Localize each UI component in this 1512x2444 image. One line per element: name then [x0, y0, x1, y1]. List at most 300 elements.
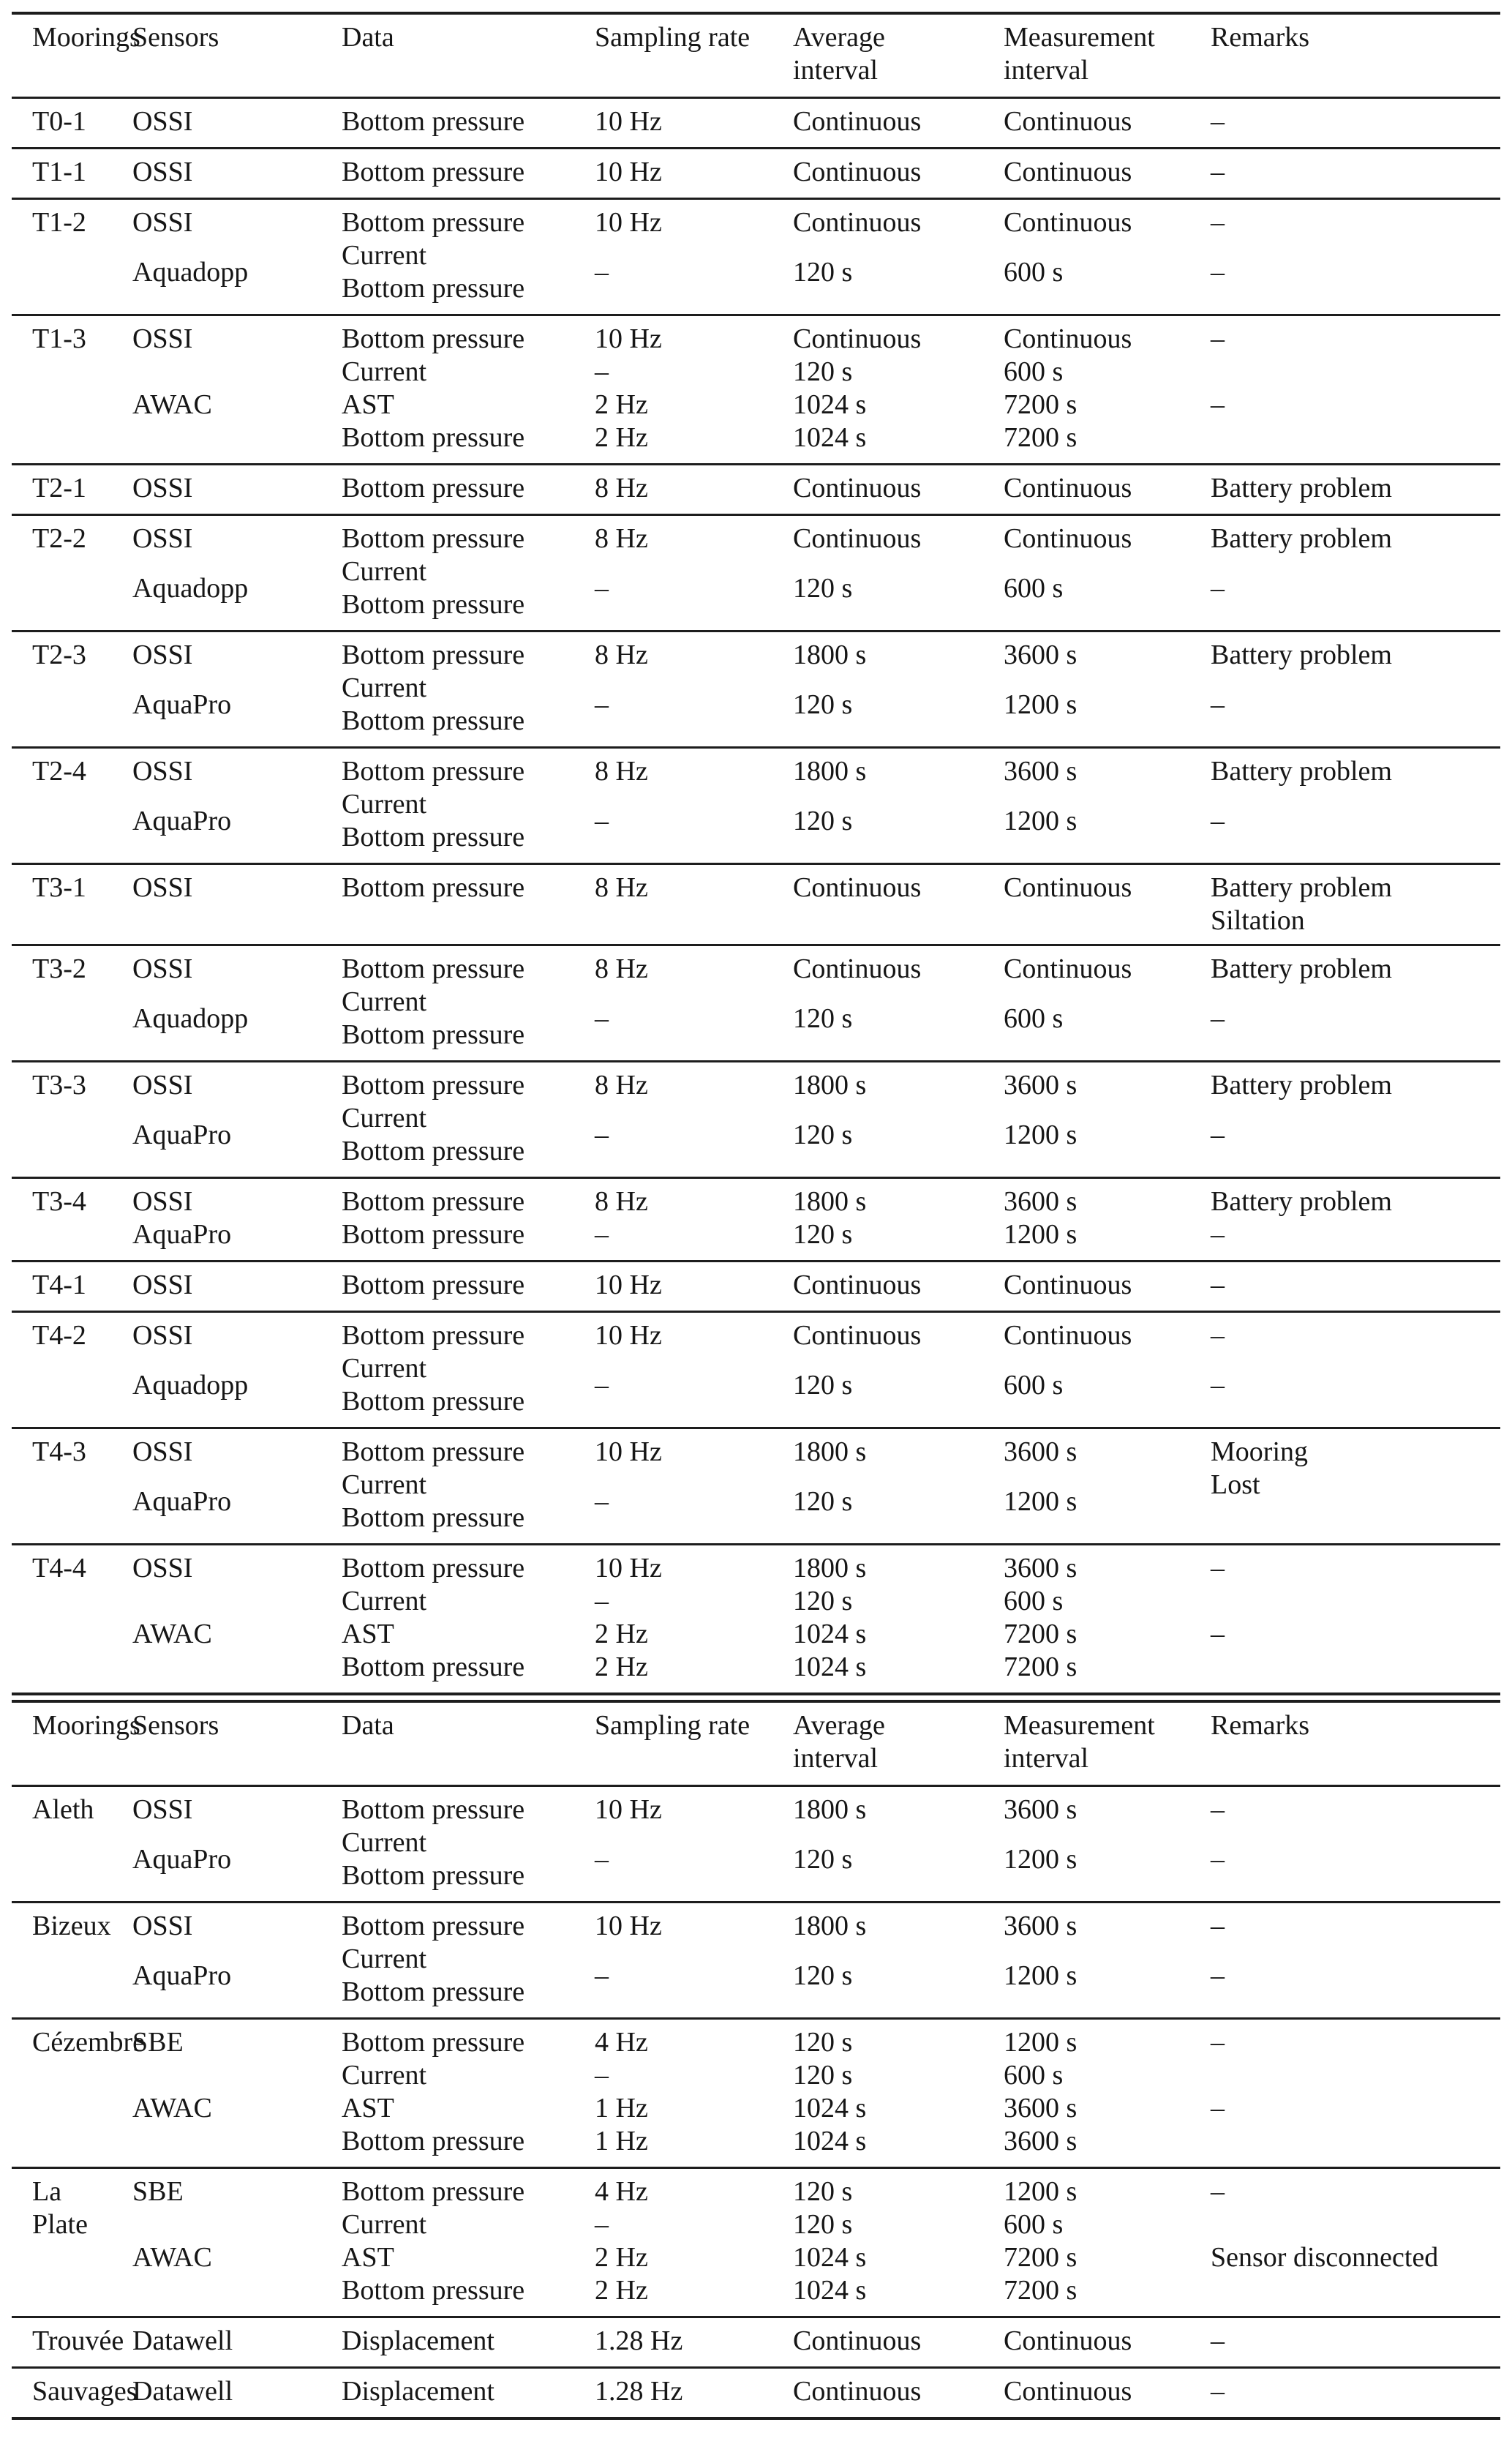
- block-average: [793, 672, 1004, 738]
- sensor-name: Datawell: [132, 2376, 233, 2407]
- remarks-value: Battery problem: [1211, 756, 1392, 787]
- block-sampling: [595, 2059, 793, 2158]
- measurement-value: 600 s: [1004, 572, 1064, 604]
- mooring-label: Cézembre: [32, 2027, 146, 2058]
- data-value: Bottom pressure: [342, 1911, 525, 1941]
- mooring-label: Sauvages: [32, 2376, 138, 2407]
- data-value: Bottom pressure: [342, 756, 525, 787]
- block-remarks: [1211, 1185, 1500, 1218]
- data-value: Bottom pressure: [342, 1860, 525, 1891]
- sampling-column: [595, 639, 793, 738]
- sampling-value: –: [595, 1369, 609, 1401]
- data-value: Bottom pressure: [342, 1436, 525, 1467]
- col-header-label: Moorings: [32, 1710, 140, 1741]
- sensors-column: [132, 472, 342, 505]
- block-sampling: [595, 1102, 793, 1168]
- sensor-name-block: [132, 156, 342, 189]
- sensor-name: AquaPro: [132, 1960, 232, 1991]
- block-sampling: [595, 1436, 793, 1469]
- sensor-name: OSSI: [132, 1911, 193, 1941]
- table-header-row: [12, 1703, 1500, 1787]
- sampling-column: [595, 1552, 793, 1684]
- mooring-label: T2-3: [32, 640, 86, 670]
- mooring-label: T3-1: [32, 872, 86, 903]
- data-value: Bottom pressure: [342, 323, 525, 354]
- mooring-label: Plate: [32, 2209, 88, 2240]
- block-average: [793, 156, 1004, 189]
- block-remarks: [1211, 1469, 1500, 1534]
- measurement-value: 600 s: [1004, 1586, 1064, 1616]
- measurement-column: [1004, 1436, 1211, 1534]
- block-sampling: [595, 1218, 793, 1251]
- mooring-group-row: [12, 1427, 1500, 1543]
- block-remarks: [1211, 323, 1500, 356]
- block-measurement: [1004, 1319, 1211, 1352]
- average-value: 120 s: [793, 1843, 853, 1875]
- block-measurement: [1004, 1910, 1211, 1943]
- data-block: [342, 1436, 595, 1469]
- data-block: [342, 1185, 595, 1218]
- block-remarks: [1211, 2175, 1500, 2208]
- block-measurement: [1004, 2059, 1211, 2158]
- remarks-column: [1211, 472, 1500, 505]
- remarks-value: –: [1211, 2176, 1225, 2207]
- sampling-value: 10 Hz: [595, 323, 662, 354]
- data-column: [342, 1185, 595, 1251]
- measurement-value: 600 s: [1004, 1369, 1064, 1401]
- col-header-remarks: [1211, 1709, 1500, 1775]
- data-value: Displacement: [342, 2376, 494, 2407]
- sampling-value: 2 Hz: [595, 2242, 648, 2273]
- sensors-column: [132, 323, 342, 454]
- sampling-value: 10 Hz: [595, 106, 662, 137]
- measurement-value: Continuous: [1004, 157, 1132, 187]
- sensors-column: [132, 156, 342, 189]
- remarks-value: Sensor disconnected: [1211, 2242, 1439, 2273]
- block-measurement: [1004, 2375, 1211, 2408]
- data-value: Bottom pressure: [342, 273, 525, 304]
- measurement-value: 7200 s: [1004, 1619, 1077, 1649]
- data-block: [342, 2208, 595, 2307]
- average-value: Continuous: [793, 523, 922, 554]
- col-header-label: Average: [793, 22, 885, 53]
- data-column: [342, 1269, 595, 1302]
- measurement-value: 3600 s: [1004, 1794, 1077, 1825]
- col-header-label: Measurement: [1004, 22, 1155, 53]
- data-block: [342, 522, 595, 555]
- col-header-data: [342, 1709, 595, 1775]
- data-block: [342, 105, 595, 138]
- block-sampling: [595, 1319, 793, 1352]
- remarks-value: –: [1211, 1553, 1225, 1583]
- mooring-group-row: [12, 944, 1500, 1060]
- block-sampling: [595, 672, 793, 738]
- measurement-column: [1004, 2026, 1211, 2158]
- average-column: [793, 1069, 1004, 1168]
- sampling-value: 8 Hz: [595, 523, 648, 554]
- sampling-value: 10 Hz: [595, 1553, 662, 1583]
- sampling-column: [595, 105, 793, 138]
- sensor-name-block: [132, 1826, 342, 1892]
- sensors-column: [132, 2375, 342, 2408]
- block-remarks: [1211, 2325, 1500, 2358]
- block-remarks: [1211, 1319, 1500, 1352]
- mooring-group-row: [12, 463, 1500, 514]
- block-remarks: [1211, 639, 1500, 672]
- block-remarks: [1211, 1826, 1500, 1892]
- average-column: [793, 871, 1004, 935]
- remarks-value: Battery problem: [1211, 640, 1392, 670]
- measurement-value: Continuous: [1004, 473, 1132, 503]
- block-average: [793, 2059, 1004, 2158]
- sensor-name: OSSI: [132, 157, 193, 187]
- sensors-column: [132, 2175, 342, 2307]
- block-measurement: [1004, 1269, 1211, 1302]
- block-remarks: [1211, 472, 1500, 505]
- sensor-name: OSSI: [132, 640, 193, 670]
- mooring-label: T2-4: [32, 756, 86, 787]
- data-value: Current: [342, 1827, 427, 1858]
- measurement-column: [1004, 1910, 1211, 2009]
- average-column: [793, 2026, 1004, 2158]
- data-block: [342, 1269, 595, 1302]
- data-value: Bottom pressure: [342, 705, 525, 736]
- sampling-column: [595, 1269, 793, 1302]
- col-header-remarks: [1211, 21, 1500, 87]
- moorings-table-section: [12, 12, 1500, 1695]
- moorings-column: [12, 1185, 132, 1251]
- sampling-column: [595, 2325, 793, 2358]
- sampling-value: 2 Hz: [595, 1619, 648, 1649]
- block-sampling: [595, 871, 793, 904]
- sensors-column: [132, 1069, 342, 1168]
- block-measurement: [1004, 1185, 1211, 1218]
- average-column: [793, 156, 1004, 189]
- average-value: 120 s: [793, 1485, 853, 1517]
- col-header-sampling: [595, 1709, 793, 1775]
- sensor-name-block: [132, 1185, 342, 1218]
- sensor-name: Datawell: [132, 2325, 233, 2356]
- measurement-value: 1200 s: [1004, 805, 1077, 836]
- sensor-name-block: [132, 871, 342, 904]
- block-sampling: [595, 1552, 793, 1585]
- measurement-column: [1004, 1793, 1211, 1892]
- measurement-value: 1200 s: [1004, 689, 1077, 720]
- block-measurement: [1004, 871, 1211, 904]
- sensor-name-block: [132, 755, 342, 788]
- measurement-value: 3600 s: [1004, 1553, 1077, 1583]
- sampling-column: [595, 323, 793, 454]
- sensor-name-block: [132, 1943, 342, 2009]
- sensors-column: [132, 105, 342, 138]
- data-block: [342, 156, 595, 189]
- sensor-name-block: [132, 356, 342, 454]
- col-header-measurement: [1004, 1709, 1211, 1775]
- block-sampling: [595, 2175, 793, 2208]
- remarks-column: [1211, 522, 1500, 621]
- mooring-label: T4-3: [32, 1436, 86, 1467]
- mooring-label: T3-2: [32, 953, 86, 984]
- measurement-column: [1004, 2175, 1211, 2307]
- average-value: 1800 s: [793, 1186, 867, 1217]
- sensors-column: [132, 1552, 342, 1684]
- measurement-value: 600 s: [1004, 256, 1064, 288]
- sensor-name: Aquadopp: [132, 1369, 249, 1401]
- col-header-label: interval: [1004, 55, 1089, 86]
- sensor-name: AquaPro: [132, 1485, 232, 1517]
- block-average: [793, 1185, 1004, 1218]
- moorings-column: [12, 1436, 132, 1534]
- sensor-name-block: [132, 1319, 342, 1352]
- block-measurement: [1004, 1826, 1211, 1892]
- average-column: [793, 323, 1004, 454]
- block-remarks: [1211, 1069, 1500, 1102]
- data-value: Bottom pressure: [342, 1019, 525, 1050]
- data-value: Bottom pressure: [342, 1976, 525, 2007]
- data-block: [342, 986, 595, 1052]
- block-average: [793, 1552, 1004, 1585]
- data-value: Current: [342, 986, 427, 1017]
- block-average: [793, 1469, 1004, 1534]
- block-remarks: [1211, 672, 1500, 738]
- data-value: Bottom pressure: [342, 1186, 525, 1217]
- average-value: 1800 s: [793, 1794, 867, 1825]
- remarks-value: –: [1211, 1320, 1225, 1351]
- mooring-label: T4-4: [32, 1553, 86, 1583]
- block-remarks: [1211, 788, 1500, 854]
- sampling-value: 10 Hz: [595, 1320, 662, 1351]
- sampling-value: –: [595, 1002, 609, 1034]
- sampling-column: [595, 206, 793, 305]
- measurement-value: 7200 s: [1004, 389, 1077, 420]
- block-sampling: [595, 1185, 793, 1218]
- average-column: [793, 1185, 1004, 1251]
- average-value: 120 s: [793, 2060, 853, 2091]
- moorings-column: [12, 323, 132, 454]
- average-column: [793, 206, 1004, 305]
- sensor-name-block: [132, 2375, 342, 2408]
- data-block: [342, 788, 595, 854]
- block-remarks: [1211, 953, 1500, 986]
- sensor-name: SBE: [132, 2176, 184, 2207]
- sampling-value: 10 Hz: [595, 157, 662, 187]
- block-measurement: [1004, 953, 1211, 986]
- data-block: [342, 1469, 595, 1534]
- average-value: 120 s: [793, 689, 853, 720]
- mooring-group-row: [12, 147, 1500, 198]
- block-average: [793, 356, 1004, 454]
- block-sampling: [595, 206, 793, 239]
- measurement-column: [1004, 522, 1211, 621]
- mooring-group-row: [12, 1260, 1500, 1311]
- remarks-value: Lost: [1211, 1469, 1260, 1500]
- moorings-column: [12, 1552, 132, 1684]
- block-sampling: [595, 1793, 793, 1826]
- block-measurement: [1004, 1352, 1211, 1418]
- sampling-column: [595, 953, 793, 1052]
- block-average: [793, 2208, 1004, 2307]
- average-value: 1024 s: [793, 422, 867, 453]
- sampling-value: 10 Hz: [595, 1911, 662, 1941]
- moorings-column: [12, 472, 132, 505]
- block-sampling: [595, 1069, 793, 1102]
- measurement-value: Continuous: [1004, 872, 1132, 903]
- average-value: 120 s: [793, 1119, 853, 1150]
- measurement-column: [1004, 639, 1211, 738]
- remarks-column: [1211, 871, 1500, 935]
- remarks-value: –: [1211, 572, 1225, 604]
- block-remarks: [1211, 356, 1500, 454]
- measurement-value: 3600 s: [1004, 1436, 1077, 1467]
- remarks-column: [1211, 2026, 1500, 2158]
- sensor-name-block: [132, 1552, 342, 1585]
- sensors-column: [132, 639, 342, 738]
- col-header-sampling: [595, 21, 793, 87]
- data-column: [342, 871, 595, 935]
- average-column: [793, 1436, 1004, 1534]
- average-value: 1800 s: [793, 640, 867, 670]
- measurement-value: 600 s: [1004, 356, 1064, 387]
- data-value: Bottom pressure: [342, 2126, 525, 2156]
- block-average: [793, 522, 1004, 555]
- col-header-sensors: [132, 1709, 342, 1775]
- block-measurement: [1004, 1943, 1211, 2009]
- sensor-name: OSSI: [132, 1436, 193, 1467]
- block-average: [793, 323, 1004, 356]
- sampling-value: –: [595, 2209, 609, 2240]
- measurement-value: 7200 s: [1004, 422, 1077, 453]
- data-block: [342, 2059, 595, 2158]
- sensor-name-block: [132, 639, 342, 672]
- block-average: [793, 472, 1004, 505]
- sampling-column: [595, 1793, 793, 1892]
- sensor-name: OSSI: [132, 1320, 193, 1351]
- data-value: Current: [342, 789, 427, 820]
- remarks-value: –: [1211, 2325, 1225, 2356]
- moorings-table-transects: [12, 12, 1500, 1695]
- data-value: Current: [342, 556, 427, 587]
- data-column: [342, 639, 595, 738]
- block-measurement: [1004, 156, 1211, 189]
- measurement-value: Continuous: [1004, 323, 1132, 354]
- measurement-column: [1004, 1269, 1211, 1302]
- measurement-value: 600 s: [1004, 2060, 1064, 2091]
- data-value: Bottom pressure: [342, 106, 525, 137]
- average-value: 120 s: [793, 1960, 853, 1991]
- col-header-label: interval: [1004, 1743, 1089, 1774]
- remarks-column: [1211, 1269, 1500, 1302]
- data-block: [342, 555, 595, 621]
- data-block: [342, 1826, 595, 1892]
- sensor-name: OSSI: [132, 953, 193, 984]
- moorings-column: [12, 953, 132, 1052]
- col-header-label: Average: [793, 1710, 885, 1741]
- sampling-column: [595, 156, 793, 189]
- sampling-value: 8 Hz: [595, 756, 648, 787]
- average-value: Continuous: [793, 157, 922, 187]
- sensor-name: AWAC: [132, 389, 212, 420]
- data-value: Current: [342, 2209, 427, 2240]
- data-block: [342, 472, 595, 505]
- block-measurement: [1004, 239, 1211, 305]
- block-remarks: [1211, 1269, 1500, 1302]
- mooring-label: Bizeux: [32, 1911, 111, 1941]
- block-average: [793, 105, 1004, 138]
- sensor-name: OSSI: [132, 207, 193, 238]
- sensor-name: AquaPro: [132, 689, 232, 720]
- remarks-column: [1211, 755, 1500, 854]
- average-value: 1024 s: [793, 2126, 867, 2156]
- data-column: [342, 1436, 595, 1534]
- block-sampling: [595, 1910, 793, 1943]
- data-column: [342, 1319, 595, 1418]
- col-header-moorings: [12, 21, 140, 87]
- data-block: [342, 356, 595, 454]
- mooring-group-row: [12, 2167, 1500, 2316]
- sensors-column: [132, 1436, 342, 1534]
- block-remarks: [1211, 239, 1500, 305]
- sensor-name-block: [132, 788, 342, 854]
- remarks-column: [1211, 105, 1500, 138]
- block-sampling: [595, 2208, 793, 2307]
- sensor-name: AquaPro: [132, 1843, 232, 1875]
- mooring-group-row: [12, 1060, 1500, 1177]
- block-remarks: [1211, 2208, 1500, 2307]
- sensor-name-block: [132, 105, 342, 138]
- average-column: [793, 2375, 1004, 2408]
- data-block: [342, 206, 595, 239]
- block-measurement: [1004, 2175, 1211, 2208]
- block-remarks: [1211, 1793, 1500, 1826]
- block-sampling: [595, 105, 793, 138]
- sensors-column: [132, 1269, 342, 1302]
- sensor-name-block: [132, 1352, 342, 1418]
- mooring-group-row: [12, 1177, 1500, 1260]
- block-sampling: [595, 755, 793, 788]
- sensors-column: [132, 2325, 342, 2358]
- block-average: [793, 2026, 1004, 2059]
- sensor-name-block: [132, 239, 342, 305]
- average-value: 1800 s: [793, 756, 867, 787]
- block-average: [793, 1943, 1004, 2009]
- block-measurement: [1004, 639, 1211, 672]
- col-header-average: [793, 1709, 1004, 1775]
- remarks-column: [1211, 156, 1500, 189]
- moorings-column: [12, 2375, 138, 2408]
- data-value: Bottom pressure: [342, 207, 525, 238]
- data-block: [342, 2325, 595, 2358]
- sampling-value: –: [595, 1219, 609, 1250]
- block-remarks: [1211, 871, 1500, 936]
- data-column: [342, 1910, 595, 2009]
- sampling-value: 1.28 Hz: [595, 2376, 683, 2407]
- data-column: [342, 2375, 595, 2408]
- mooring-label: T3-3: [32, 1070, 86, 1101]
- sampling-value: –: [595, 256, 609, 288]
- average-value: Continuous: [793, 2325, 922, 2356]
- average-column: [793, 2325, 1004, 2358]
- average-value: 1024 s: [793, 1619, 867, 1649]
- remarks-column: [1211, 2325, 1500, 2358]
- average-column: [793, 1552, 1004, 1684]
- data-value: Bottom pressure: [342, 2027, 525, 2058]
- remarks-value: –: [1211, 207, 1225, 238]
- moorings-table-named-sites: [12, 1700, 1500, 2420]
- data-block: [342, 672, 595, 738]
- average-value: 120 s: [793, 1002, 853, 1034]
- block-remarks: [1211, 555, 1500, 621]
- remarks-value: Battery problem: [1211, 1070, 1392, 1101]
